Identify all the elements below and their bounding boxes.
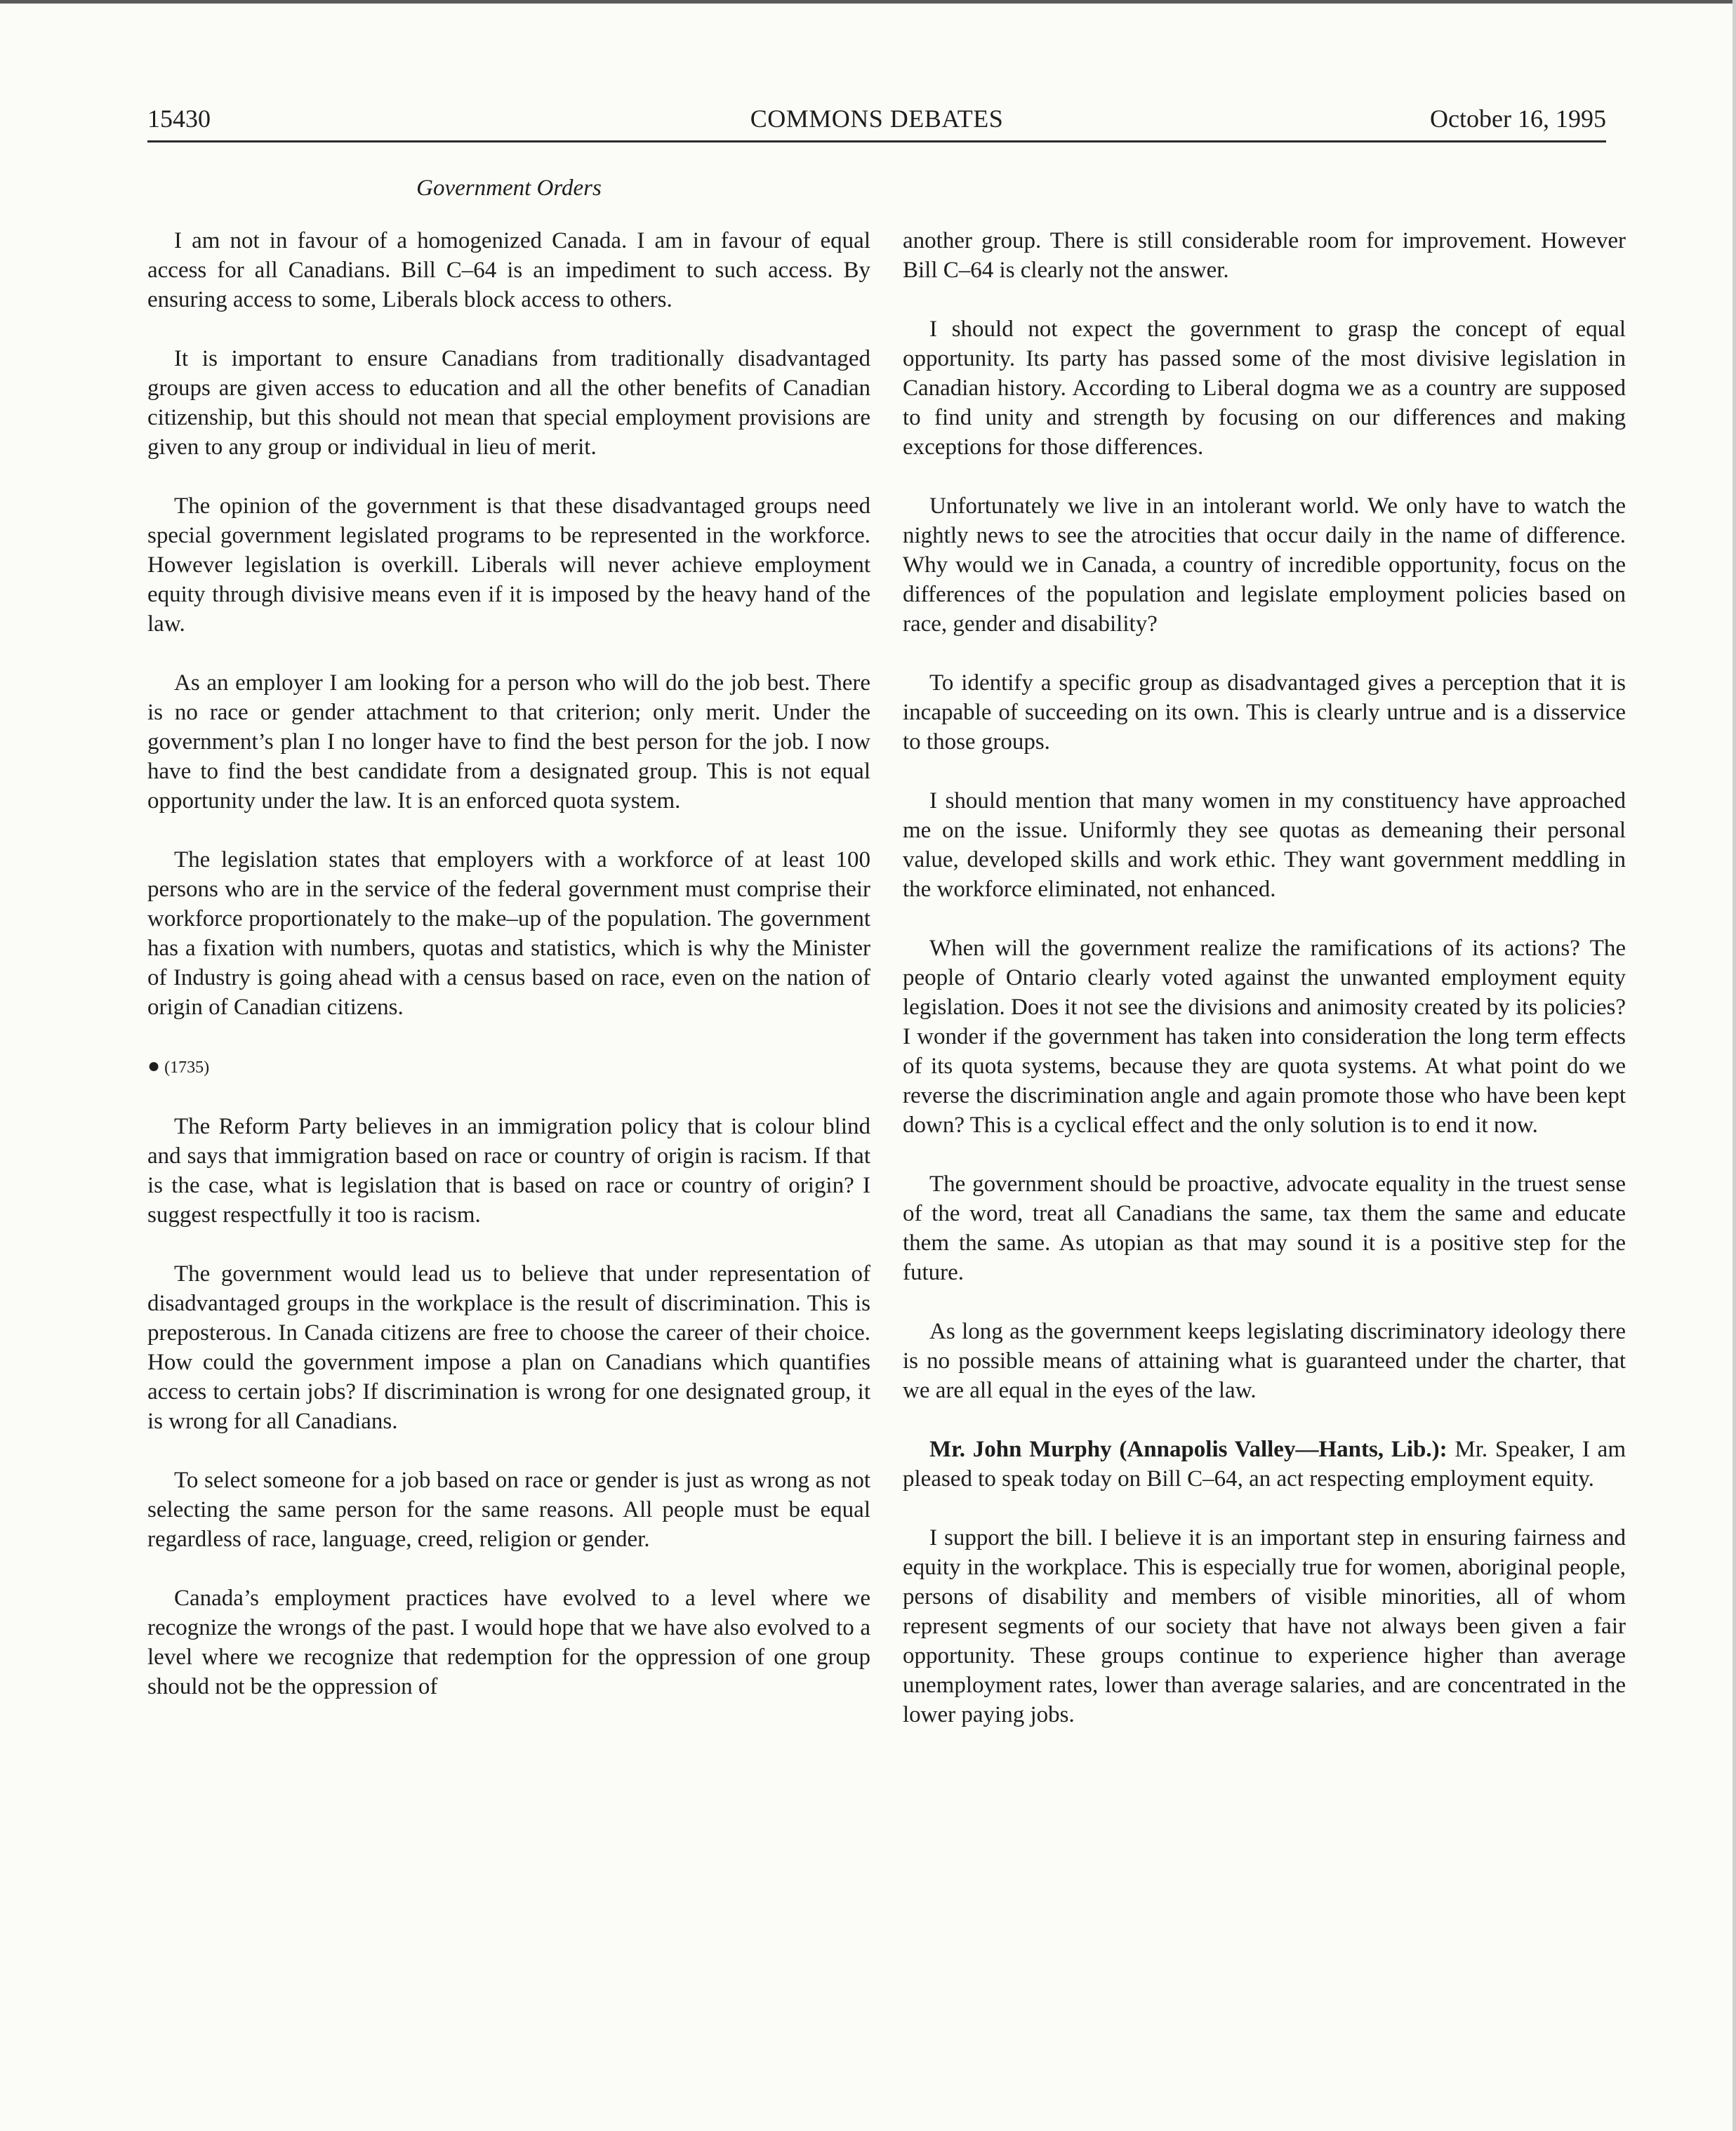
scan-edge-right [1732, 0, 1736, 2131]
publication-date: October 16, 1995 [1430, 105, 1606, 133]
time-marker-text: (1735) [164, 1058, 210, 1077]
paragraph: Unfortunately we live in an intolerant world. We only have to watch the nightly news to see the atrocities that occur daily in the name of difference. Why would we in Canada, a country of incredible opportunity, focus on the differences of the population and legislate employment policies based on race, gender and disability? [903, 493, 1626, 637]
paragraph: To identify a specific group as disadvantaged gives a perception that it is incapable of succeeding on its own. This is clearly untrue and is a disservice to those groups. [903, 670, 1626, 755]
publication-title: COMMONS DEBATES [750, 105, 1004, 133]
paragraph: I am not in favour of a homogenized Canada. I am in favour of equal access for all Canadians. Bill C–64 is an impediment to such access. By ensuring access to some, Liberals block access to others. [147, 228, 870, 312]
paragraph: I support the bill. I believe it is an important step in ensuring fairness and equity in the workplace. This is especially true for women, aboriginal people, persons of disability and members of visible minorities, all of whom represent segments of our society that have not always been given a fair opportunity. These groups continue to experience higher than average unemployment rates, lower than average salaries, and are concentrated in the lower paying jobs. [903, 1525, 1626, 1727]
header-rule [147, 140, 1606, 142]
paragraph: The legislation states that employers with a workforce of at least 100 persons who are in the service of the federal government must comprise their workforce proportionately to the make–up of the population. The government has a fixation with numbers, quotas and statistics, which is why the Minister of Industry is going ahead with a census based on race, even on the nation of origin of Canadian citizens. [147, 847, 870, 1020]
time-marker [147, 1051, 870, 1082]
page-header [147, 104, 1606, 139]
paragraph: As an employer I am looking for a person who will do the job best. There is no race or gender attachment to that criterion; only merit. Under the government’s plan I no longer have to find the best person for the job. I now have to find the best candidate from a designated group. This is not equal opportunity under the law. It is an enforced quota system. [147, 670, 870, 814]
paragraph: When will the government realize the ramifications of its actions? The people of Ontario clearly voted against the unwanted employment equity legislation. Does it not see the divisions and animosity created by its policies? I wonder if the government has taken into consideration the long term effects of its quota systems, because they are quota systems. At what point do we reverse the discrimination angle and again promote those who have been kept down? This is a cyclical effect and the only solution is to end it now. [903, 936, 1626, 1138]
left-column [147, 226, 870, 1731]
paragraph: I should mention that many women in my constituency have approached me on the issue. Uniformly they see quotas as demeaning their personal value, developed skills and work ethic. They want government meddling in the workforce eliminated, not enhanced. [903, 788, 1626, 902]
scan-edge-top [0, 0, 1736, 4]
right-column [903, 226, 1626, 1759]
paragraph: Canada’s employment practices have evolved to a level where we recognize the wrongs of the past. I would hope that we have also evolved to a level where we recognize that redemption for the oppression of one group should not be the oppression of [147, 1586, 870, 1699]
paragraph: The government would lead us to believe that under representation of disadvantaged groups in the workplace is the result of discrimination. This is preposterous. In Canada citizens are free to choose the career of their choice. How could the government impose a plan on Canadians which quantifies access to certain jobs? If discrimination is wrong for one designated group, it is wrong for all Canadians. [147, 1261, 870, 1434]
paragraph: It is important to ensure Canadians from traditionally disadvantaged groups are given access to education and all the other benefits of Canadian citizenship, but this should not mean that special employment provisions are given to any group or individual in lieu of merit. [147, 346, 870, 460]
bullet-icon: ● [147, 1054, 161, 1077]
paragraph: I should not expect the government to grasp the concept of equal opportunity. Its party has passed some of the most divisive legislation in Canadian history. According to Liberal dogma we as a country are supposed to find unity and strength by focusing on our differences and making exceptions for those differences. [903, 317, 1626, 460]
page-number: 15430 [147, 105, 211, 133]
paragraph: The Reform Party believes in an immigration policy that is colour blind and says that immigration based on race or country of origin is racism. If that is the case, what is legislation that is based on race or country of origin? I suggest respectfully it too is racism. [147, 1114, 870, 1228]
speaker-paragraph [903, 1435, 1626, 1494]
paragraph-continuation: another group. There is still considerable room for improvement. However Bill C–64 is clearly not the answer. [903, 228, 1626, 283]
paragraph: The opinion of the government is that these disadvantaged groups need special government legislated programs to be represented in the workforce. However legislation is overkill. Liberals will never achieve employment equity through divisive means even if it is imposed by the heavy hand of the law. [147, 493, 870, 637]
paragraph: As long as the government keeps legislating discriminatory ideology there is no possible means of attaining what is guaranteed under the charter, that we are all equal in the eyes of the law. [903, 1319, 1626, 1403]
section-label: Government Orders [416, 175, 602, 201]
speaker-text: Mr. Speaker, I am pleased to speak today on Bill C–64, an act respecting employment equity. [903, 1437, 1626, 1492]
speaker-name: Mr. John Murphy (Annapolis Valley—Hants, Lib.): [929, 1437, 1447, 1462]
paragraph: To select someone for a job based on race or gender is just as wrong as not selecting the same person for the same reasons. All people must be equal regardless of race, language, creed, religion or gender. [147, 1468, 870, 1552]
paragraph: The government should be proactive, advocate equality in the truest sense of the word, treat all Canadians the same, tax them the same and educate them the same. As utopian as that may sound it is a positive step for the future. [903, 1171, 1626, 1285]
